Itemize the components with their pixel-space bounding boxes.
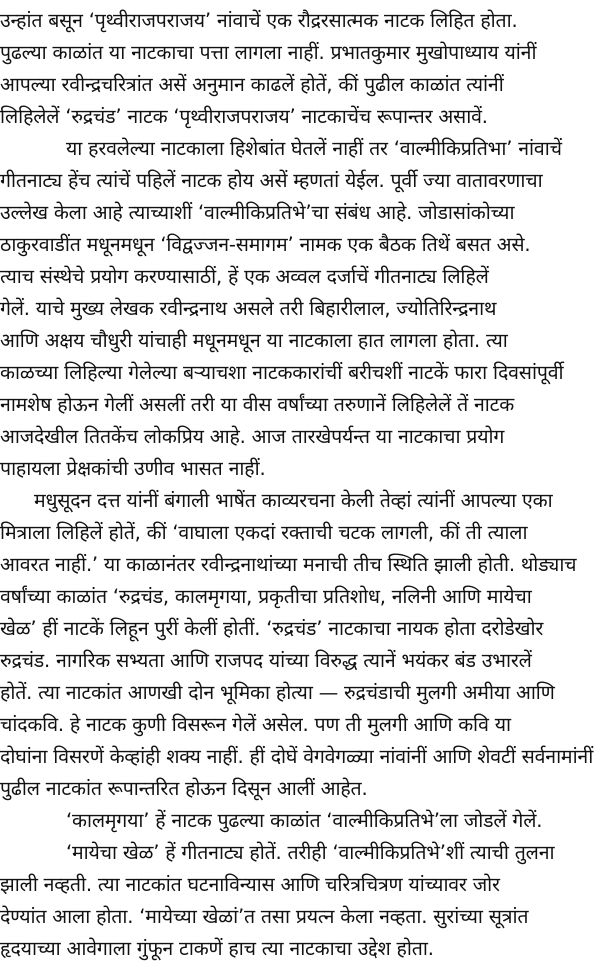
- text-line-4: लिहिलेलें ‘रुद्रचंड’ नाटक ‘पृथ्वीराजपराजय’ नाटकाचेंच रूपान्तर असावें.: [0, 105, 488, 128]
- text-line-1: उन्हांत बसून ‘पृथ्वीराजपराजय’ नांवाचें एक रौद्ररसात्मक नाटक लिहित होता.: [0, 9, 518, 32]
- text-line-22: होतें. त्या नाटकांत आणखी दोन भूमिका होत्या — रुद्रचंडाची मुलगी अमीया आणि: [0, 681, 555, 704]
- text-line-27: ‘मायेचा खेळ’ हें गीतनाट्य होतें. तरीही ‘वाल्मीकिप्रतिभे’शीं त्याची तुलना: [66, 841, 555, 864]
- text-line-20: खेळ’ हीं नाटकें लिहून पुरीं केलीं होतीं. ‘रुद्रचंड’ नाटकाचा नायक होता दरोडेखोर: [0, 617, 544, 640]
- text-line-28: झाली नव्हती. त्या नाटकांत घटनाविन्यास आणि चरित्रचित्रण यांच्यावर जोर: [0, 873, 500, 896]
- text-line-6: गीतनाट्य हेंच त्यांचें पहिलें नाटक होय असें म्हणतां येईल. पूर्वी ज्या वातावरणाचा: [0, 169, 543, 192]
- text-line-19: वर्षांच्या काळांत ‘रुद्रचंड, कालमृगया, प्रकृतीचा प्रतिशोध, नलिनी आणि मायेचा: [0, 585, 532, 608]
- text-line-10: गेलें. याचे मुख्य लेखक रवीन्द्रनाथ असले तरी बिहारीलाल, ज्योतिरिन्द्रनाथ: [0, 297, 497, 320]
- text-line-2: पुढल्या काळांत या नाटकाचा पत्ता लागला नाहीं. प्रभातकुमार मुखोपाध्याय यांनीं: [0, 41, 537, 64]
- text-line-5: या हरवलेल्या नाटकाला हिशेबांत घेतलें नाहीं तर ‘वाल्मीकिप्रतिभा’ नांवाचें: [66, 137, 562, 160]
- text-line-17: मित्राला लिहिलें होतें, कीं ‘वाघाला एकदां रक्ताची चटक लागली, कीं ती त्याला: [0, 521, 528, 544]
- text-line-13: नामशेष होऊन गेलीं असलीं तरी या वीस वर्षांच्या तरुणानें लिहिलेलें तें नाटक: [0, 393, 515, 416]
- text-line-30: हृदयाच्या आवेगाला गुंफून टाकणें हाच त्या नाटकाचा उद्देश होता.: [0, 937, 434, 960]
- text-line-23: चांदकवि. हे नाटक कुणी विसरून गेलें असेल. पण ती मुलगी आणि कवि या: [0, 713, 511, 736]
- text-line-11: आणि अक्षय चौधुरी यांचाही मधूनमधून या नाटकाला हात लागला होता. त्या: [0, 329, 508, 352]
- text-line-3: आपल्या रवीन्द्रचरित्रांत असें अनुमान काढलें होतें, कीं पुढील काळांत त्यांनीं: [0, 73, 504, 96]
- text-line-9: त्याच संस्थेचे प्रयोग करण्यासाठीं, हें एक अव्वल दर्जाचें गीतनाट्य लिहिलें: [0, 265, 489, 288]
- text-line-14: आजदेखील तितकेंच लोकप्रिय आहे. आज तारखेपर्यन्त या नाटकाचा प्रयोग: [0, 425, 505, 448]
- text-line-21: रुद्रचंड. नागरिक सभ्यता आणि राजपद यांच्या विरुद्ध त्यानें भयंकर बंड उभारलें: [0, 649, 532, 672]
- text-line-8: ठाकुरवाडींत मधूनमधून ‘विद्वज्जन-समागम’ नामक एक बैठक तिथें बसत असे.: [0, 233, 531, 256]
- text-line-15: पाहायला प्रेक्षकांची उणीव भासत नाहीं.: [0, 457, 266, 480]
- text-line-26: ‘कालमृगया’ हें नाटक पुढल्या काळांत ‘वाल्मीकिप्रतिभे’ला जोडलें गेलें.: [66, 809, 543, 832]
- text-line-25: पुढील नाटकांत रूपान्तरित होऊन दिसून आलीं आहेत.: [0, 777, 368, 800]
- text-line-16: मधुसूदन दत्त यांनीं बंगाली भाषेंत काव्यरचना केली तेव्हां त्यांनीं आपल्या एका: [34, 489, 553, 512]
- text-line-7: उल्लेख केला आहे त्याच्याशीं ‘वाल्मीकिप्रतिभे’चा संबंध आहे. जोडासांकोच्या: [0, 201, 515, 224]
- text-line-18: आवरत नाहीं.’ या काळानंतर रवीन्द्रनाथांच्या मनाची तीच स्थिति झाली होती. थोड्याच: [0, 553, 577, 576]
- text-line-24: दोघांना विसरणें केव्हांही शक्य नाहीं. हीं दोघें वेगवेगळ्या नांवांनीं आणि शेवटीं सर्वनामांनीं: [0, 745, 594, 768]
- text-line-29: देण्यांत आला होता. ‘मायेच्या खेळां’त तसा प्रयत्न केला नव्हता. सुरांच्या सूत्रांत: [0, 905, 529, 928]
- text-line-12: काळच्या लिहिल्या गेलेल्या बऱ्याचशा नाटककारांचीं बरीचशीं नाटकें फारा दिवसांपूर्वी: [0, 361, 564, 384]
